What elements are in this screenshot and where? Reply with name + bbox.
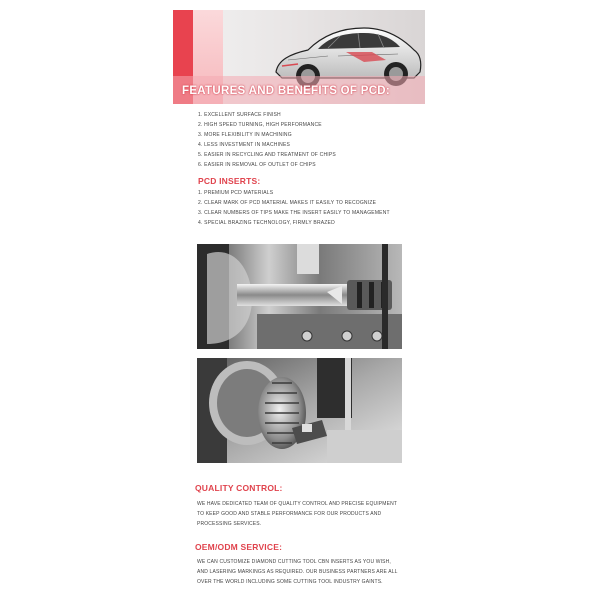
pcd-inserts-title: PCD INSERTS: bbox=[198, 176, 261, 186]
list-item: 5. EASIER IN RECYCLING AND TREATMENT OF CHIPS bbox=[198, 152, 336, 158]
machining-photo-boring bbox=[197, 244, 402, 349]
features-list bbox=[198, 110, 336, 170]
list-item: 4. LESS INVESTMENT IN MACHINES bbox=[198, 142, 291, 148]
oem-service-text: WE CAN CUSTOMIZE DIAMOND CUTTING TOOL CBN INSERTS AS YOU WISH, AND LASERING MARKINGS AS REQUIRED. OUR BUSINESS PARTNERS ARE ALL OVER THE WORLD INCLUDING SOME CUTTING TOOL INDUSTRY GAINTS. bbox=[197, 559, 398, 585]
list-item: 1. EXCELLENT SURFACE FINISH bbox=[198, 112, 281, 118]
quality-control-text: WE HAVE DEDICATED TEAM OF QUALITY CONTROL AND PRECISE EQUIPMENT TO KEEP GOOD AND STABLE PERFORMANCE FOR OUR PRODUCTS AND PROCESSING SERVICES. bbox=[197, 501, 397, 527]
list-item: 4. SPECIAL BRAZING TECHNOLOGY, FIRMLY BRAZED bbox=[198, 220, 335, 226]
list-item: 1. PREMIUM PCD MATERIALS bbox=[198, 190, 274, 196]
pcd-inserts-list bbox=[198, 188, 390, 228]
banner-title: FEATURES AND BENEFITS OF PCD: bbox=[182, 85, 391, 97]
quality-control-title: QUALITY CONTROL: bbox=[195, 483, 283, 493]
product-page bbox=[173, 0, 427, 600]
list-item: 2. HIGH SPEED TURNING, HIGH PERFORMANCE bbox=[198, 122, 322, 128]
list-item: 2. CLEAR MARK OF PCD MATERIAL MAKES IT EASILY TO RECOGNIZE bbox=[198, 200, 377, 206]
machining-photo-gear bbox=[197, 358, 402, 463]
list-item: 3. MORE FLEXIBILITY IN MACHINING bbox=[198, 132, 292, 138]
oem-service-title: OEM/ODM SERVICE: bbox=[195, 542, 283, 552]
list-item: 6. EASIER IN REMOVAL OF OUTLET OF CHIPS bbox=[198, 162, 316, 168]
list-item: 3. CLEAR NUMBERS OF TIPS MAKE THE INSERT EASILY TO MANAGEMENT bbox=[198, 210, 390, 216]
banner bbox=[173, 10, 425, 104]
